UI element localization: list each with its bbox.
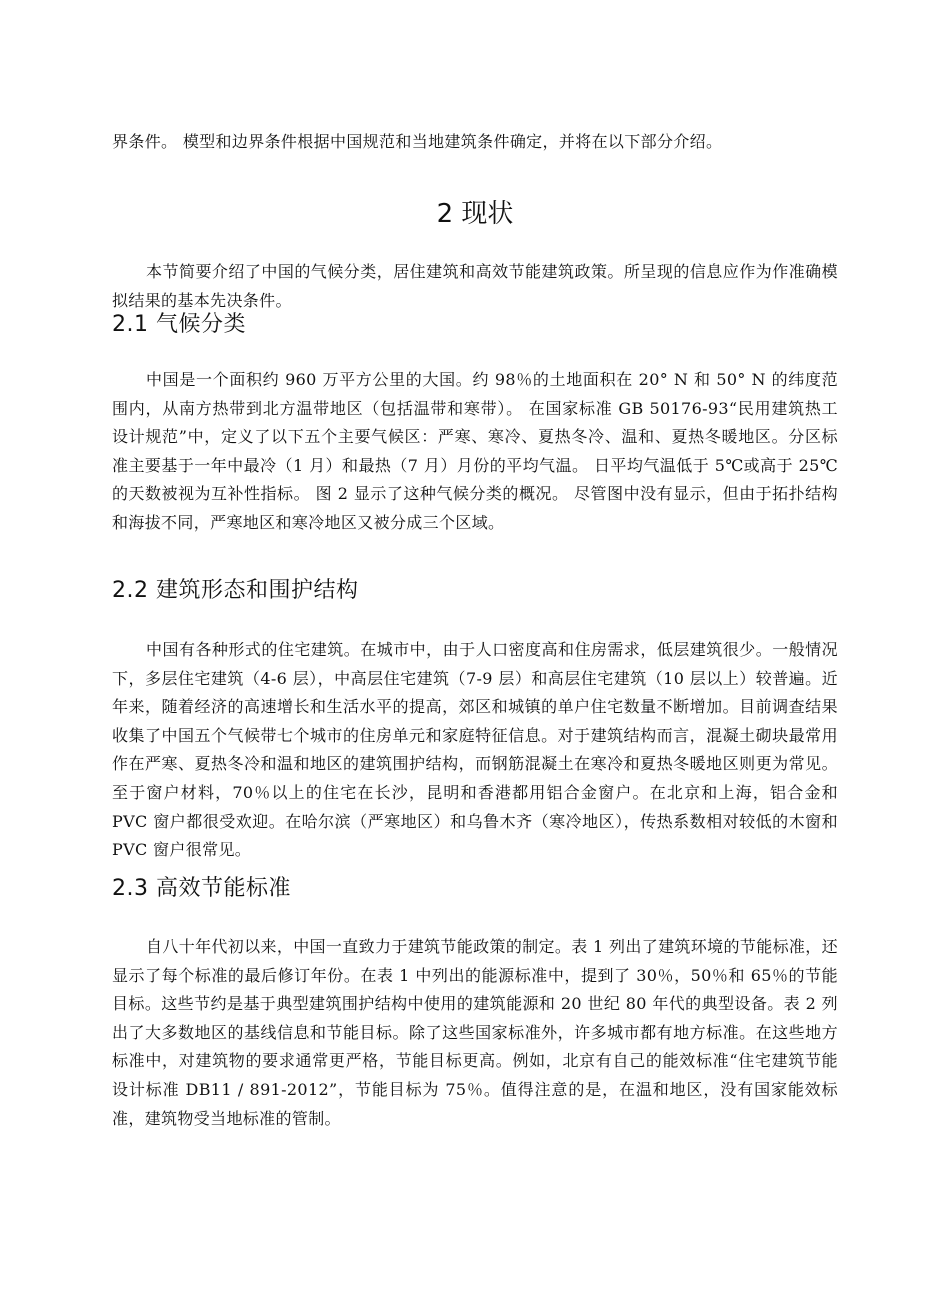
section-2-heading: 2 现状 (436, 199, 514, 229)
section-2-3-paragraph: 自八十年代初以来，中国一直致力于建筑节能政策的制定。表 1 列出了建筑环境的节能标准，还显示了每个标准的最后修订年份。在表 1 中列出的能源标准中，提到了 30％，50％和 65％的节能目标。这些节约是基于典型建筑围护结构中使用的建筑能源和 20 世纪 80 年代的典型设备。表 2 列出了大多数地区的基线信息和节能目标。除了这些国家标准外，许多城市都有地方标准。在这些地方标准中，对建筑物的要求通常更严格，节能目标更高。例如，北京有自己的能效标准“住宅建筑节能设计标准 DB11 / 891-2012”，节能目标为 75％。值得注意的是，在温和地区，没有国家能效标准，建筑物受当地标准的管制。 (112, 937, 838, 1128)
carryover-paragraph: 界条件。 模型和边界条件根据中国规范和当地建筑条件确定，并将在以下部分介绍。 (112, 132, 723, 151)
section-2-3-heading: 2.3 高效节能标准 (112, 876, 291, 901)
section-2-paragraph: 本节简要介绍了中国的气候分类，居住建筑和高效节能建筑政策。所呈现的信息应作为作准确模拟结果的基本先决条件。 (112, 262, 838, 310)
section-2-2-heading: 2.2 建筑形态和围护结构 (112, 578, 359, 603)
section-2-1-heading: 2.1 气候分类 (112, 312, 246, 337)
section-2-2-paragraph: 中国有各种形式的住宅建筑。在城市中，由于人口密度高和住房需求，低层建筑很少。一般情况下，多层住宅建筑（4-6 层），中高层住宅建筑（7-9 层）和高层住宅建筑（10 层以上）较普遍。近年来，随着经济的高速增长和生活水平的提高，郊区和城镇的单户住宅数量不断增加。目前调查结果收集了中国五个气候带七个城市的住房单元和家庭特征信息。对于建筑结构而言，混凝土砌块最常用作在严寒、夏热冬冷和温和地区的建筑围护结构，而钢筋混凝土在寒冷和夏热冬暖地区则更为常见。至于窗户材料，70％以上的住宅在长沙，昆明和香港都用铝合金窗户。在北京和上海，铝合金和 PVC 窗户都很受欢迎。在哈尔滨（严寒地区）和乌鲁木齐（寒冷地区），传热系数相对较低的木窗和 PVC 窗户很常见。 (112, 640, 838, 860)
section-2-1-paragraph: 中国是一个面积约 960 万平方公里的大国。约 98％的土地面积在 20° N 和 50° N 的纬度范围内，从南方热带到北方温带地区（包括温带和寒带）。 在国家标准 GB 50176-93“民用建筑热工设计规范”中，定义了以下五个主要气候区：严寒、寒冷、夏热冬冷、温和、夏热冬暖地区。分区标准主要基于一年中最冷（1 月）和最热（7 月）月份的平均气温。 日平均气温低于 5℃或高于 25℃的天数被视为互补性指标。 图 2 显示了这种气候分类的概况。 尽管图中没有显示，但由于拓扑结构和海拔不同，严寒地区和寒冷地区又被分成三个区域。 (112, 370, 838, 532)
